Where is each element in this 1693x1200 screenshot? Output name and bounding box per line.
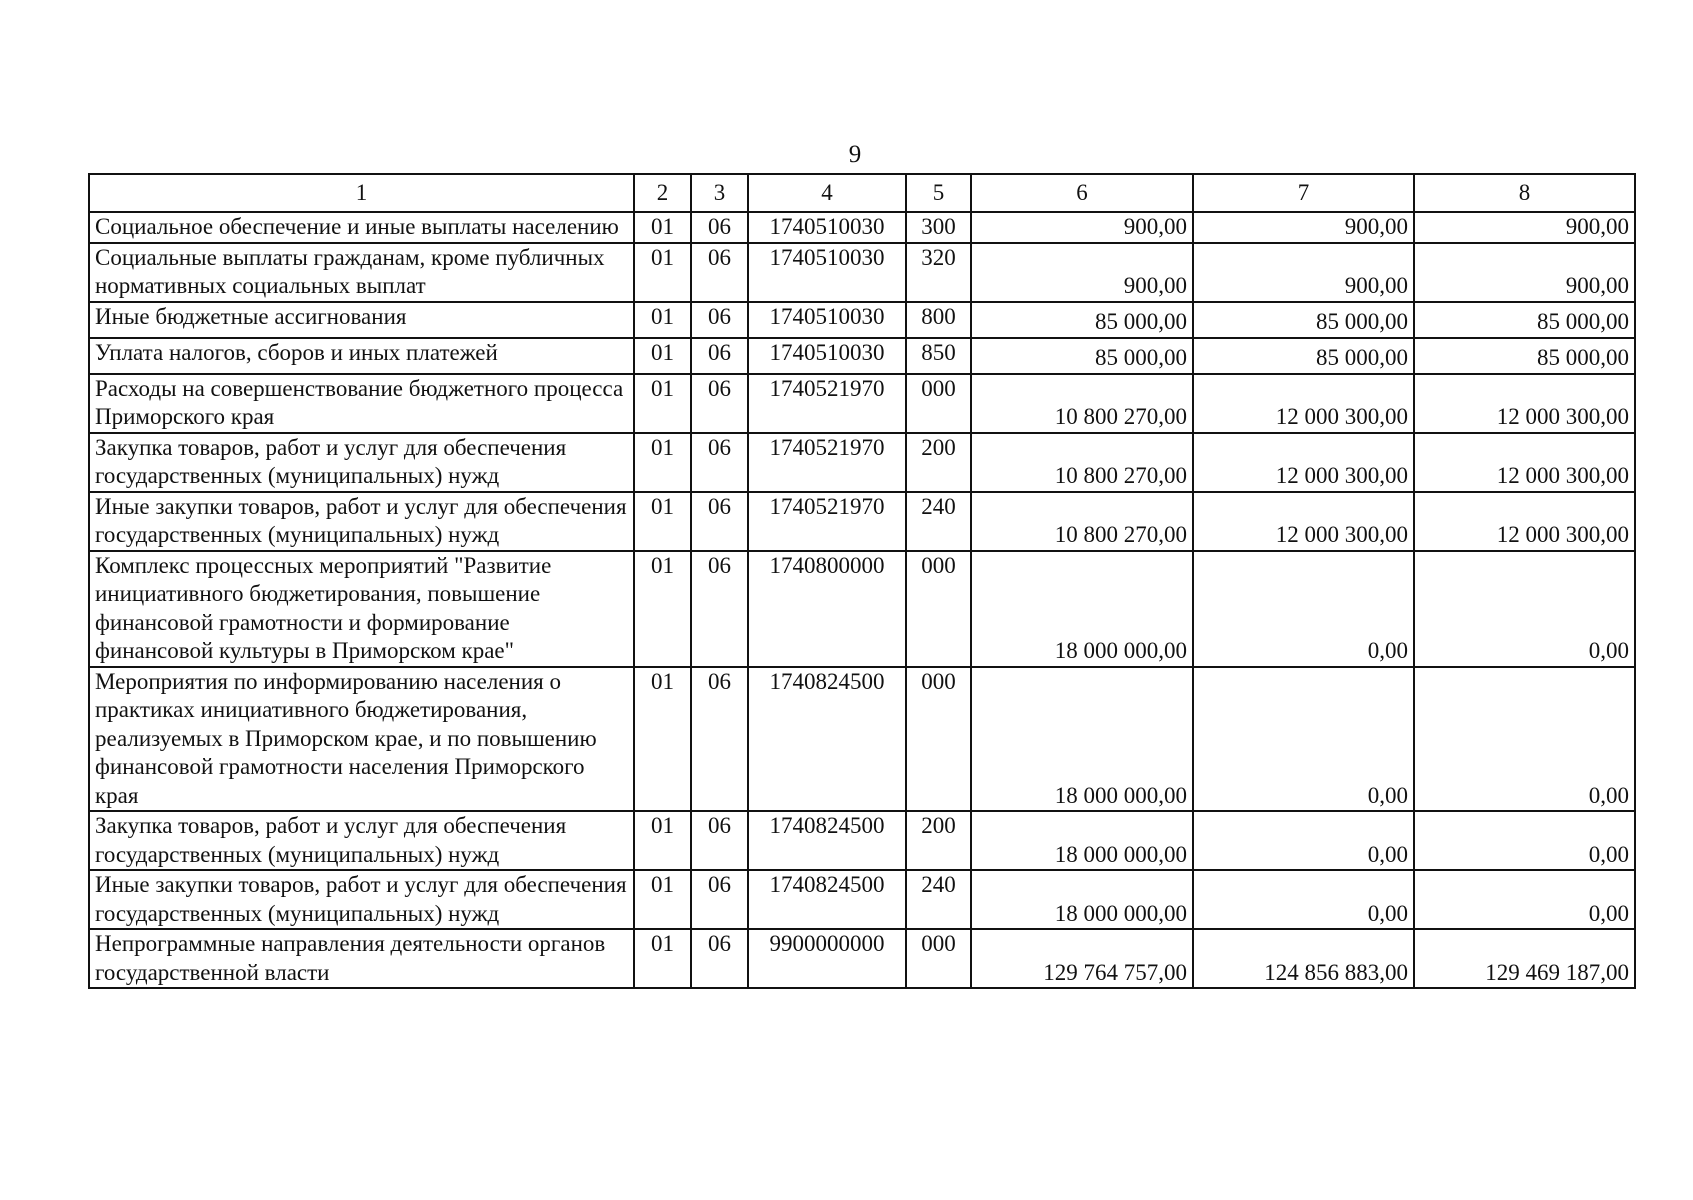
target-article-code: 1740510030 <box>748 212 906 243</box>
subsection-code: 06 <box>691 302 748 338</box>
table-row <box>89 811 1635 870</box>
target-article-code: 1740521970 <box>748 374 906 433</box>
amount-col-7: 12 000 300,00 <box>1193 492 1414 551</box>
amount-col-8: 0,00 <box>1414 811 1635 870</box>
table-row <box>89 929 1635 988</box>
amount-col-6: 85 000,00 <box>971 302 1193 338</box>
target-article-code: 1740824500 <box>748 667 906 812</box>
expense-type-code: 000 <box>906 551 971 667</box>
table-row <box>89 492 1635 551</box>
amount-col-8: 0,00 <box>1414 870 1635 929</box>
section-code: 01 <box>634 492 691 551</box>
expense-type-code: 300 <box>906 212 971 243</box>
expense-type-code: 240 <box>906 492 971 551</box>
amount-col-6: 900,00 <box>971 243 1193 302</box>
row-name: Иные закупки товаров, работ и услуг для обеспечения государственных (муниципальных) нужд <box>89 492 634 551</box>
expense-type-code: 320 <box>906 243 971 302</box>
expense-type-code: 000 <box>906 929 971 988</box>
table-row <box>89 870 1635 929</box>
target-article-code: 1740510030 <box>748 243 906 302</box>
row-name: Мероприятия по информированию населения о практиках инициативного бюджетирования, реализуемых в Приморском крае, и по повышению финансовой грамотности населения Приморского края <box>89 667 634 812</box>
column-header-1: 1 <box>89 174 634 212</box>
target-article-code: 1740521970 <box>748 492 906 551</box>
subsection-code: 06 <box>691 551 748 667</box>
amount-col-7: 0,00 <box>1193 667 1414 812</box>
amount-col-8: 12 000 300,00 <box>1414 433 1635 492</box>
amount-col-6: 18 000 000,00 <box>971 551 1193 667</box>
expense-type-code: 850 <box>906 338 971 374</box>
target-article-code: 1740510030 <box>748 302 906 338</box>
amount-col-7: 124 856 883,00 <box>1193 929 1414 988</box>
row-name: Уплата налогов, сборов и иных платежей <box>89 338 634 374</box>
subsection-code: 06 <box>691 374 748 433</box>
amount-col-8: 0,00 <box>1414 667 1635 812</box>
table-row <box>89 551 1635 667</box>
amount-col-6: 10 800 270,00 <box>971 433 1193 492</box>
amount-col-8: 900,00 <box>1414 212 1635 243</box>
target-article-code: 1740521970 <box>748 433 906 492</box>
column-header-8: 8 <box>1414 174 1635 212</box>
row-name: Закупка товаров, работ и услуг для обеспечения государственных (муниципальных) нужд <box>89 811 634 870</box>
section-code: 01 <box>634 374 691 433</box>
amount-col-6: 18 000 000,00 <box>971 811 1193 870</box>
column-header-3: 3 <box>691 174 748 212</box>
target-article-code: 1740824500 <box>748 811 906 870</box>
expense-type-code: 200 <box>906 811 971 870</box>
amount-col-7: 0,00 <box>1193 551 1414 667</box>
row-name: Иные бюджетные ассигнования <box>89 302 634 338</box>
amount-col-6: 900,00 <box>971 212 1193 243</box>
row-name: Комплекс процессных мероприятий "Развитие инициативного бюджетирования, повышение финансовой грамотности и формирование финансовой культуры в Приморском крае" <box>89 551 634 667</box>
table-row <box>89 667 1635 812</box>
amount-col-8: 85 000,00 <box>1414 302 1635 338</box>
amount-col-6: 10 800 270,00 <box>971 492 1193 551</box>
table-row <box>89 433 1635 492</box>
row-name: Расходы на совершенствование бюджетного процесса Приморского края <box>89 374 634 433</box>
column-header-4: 4 <box>748 174 906 212</box>
amount-col-8: 12 000 300,00 <box>1414 492 1635 551</box>
amount-col-8: 85 000,00 <box>1414 338 1635 374</box>
section-code: 01 <box>634 870 691 929</box>
section-code: 01 <box>634 433 691 492</box>
amount-col-8: 0,00 <box>1414 551 1635 667</box>
section-code: 01 <box>634 551 691 667</box>
subsection-code: 06 <box>691 811 748 870</box>
amount-col-6: 129 764 757,00 <box>971 929 1193 988</box>
subsection-code: 06 <box>691 870 748 929</box>
section-code: 01 <box>634 212 691 243</box>
section-code: 01 <box>634 929 691 988</box>
column-header-6: 6 <box>971 174 1193 212</box>
row-name: Социальное обеспечение и иные выплаты населению <box>89 212 634 243</box>
target-article-code: 9900000000 <box>748 929 906 988</box>
table-row <box>89 243 1635 302</box>
section-code: 01 <box>634 811 691 870</box>
table-row <box>89 374 1635 433</box>
header-row <box>89 174 1635 212</box>
amount-col-6: 85 000,00 <box>971 338 1193 374</box>
amount-col-8: 900,00 <box>1414 243 1635 302</box>
amount-col-7: 900,00 <box>1193 243 1414 302</box>
table-row <box>89 302 1635 338</box>
row-name: Социальные выплаты гражданам, кроме публичных нормативных социальных выплат <box>89 243 634 302</box>
expense-type-code: 000 <box>906 374 971 433</box>
amount-col-7: 900,00 <box>1193 212 1414 243</box>
section-code: 01 <box>634 243 691 302</box>
expense-type-code: 000 <box>906 667 971 812</box>
expense-type-code: 200 <box>906 433 971 492</box>
page-number: 9 <box>848 141 862 168</box>
subsection-code: 06 <box>691 243 748 302</box>
row-name: Иные закупки товаров, работ и услуг для обеспечения государственных (муниципальных) нужд <box>89 870 634 929</box>
budget-table <box>88 173 1636 989</box>
amount-col-8: 129 469 187,00 <box>1414 929 1635 988</box>
section-code: 01 <box>634 302 691 338</box>
expense-type-code: 800 <box>906 302 971 338</box>
target-article-code: 1740824500 <box>748 870 906 929</box>
amount-col-7: 85 000,00 <box>1193 338 1414 374</box>
subsection-code: 06 <box>691 667 748 812</box>
amount-col-7: 12 000 300,00 <box>1193 433 1414 492</box>
amount-col-6: 18 000 000,00 <box>971 870 1193 929</box>
column-header-5: 5 <box>906 174 971 212</box>
expense-type-code: 240 <box>906 870 971 929</box>
amount-col-6: 10 800 270,00 <box>971 374 1193 433</box>
target-article-code: 1740510030 <box>748 338 906 374</box>
amount-col-7: 12 000 300,00 <box>1193 374 1414 433</box>
amount-col-7: 85 000,00 <box>1193 302 1414 338</box>
section-code: 01 <box>634 338 691 374</box>
row-name: Непрограммные направления деятельности органов государственной власти <box>89 929 634 988</box>
column-header-2: 2 <box>634 174 691 212</box>
table-row <box>89 212 1635 243</box>
section-code: 01 <box>634 667 691 812</box>
table-row <box>89 338 1635 374</box>
amount-col-6: 18 000 000,00 <box>971 667 1193 812</box>
subsection-code: 06 <box>691 433 748 492</box>
target-article-code: 1740800000 <box>748 551 906 667</box>
amount-col-7: 0,00 <box>1193 811 1414 870</box>
amount-col-7: 0,00 <box>1193 870 1414 929</box>
column-header-7: 7 <box>1193 174 1414 212</box>
subsection-code: 06 <box>691 492 748 551</box>
row-name: Закупка товаров, работ и услуг для обеспечения государственных (муниципальных) нужд <box>89 433 634 492</box>
amount-col-8: 12 000 300,00 <box>1414 374 1635 433</box>
subsection-code: 06 <box>691 212 748 243</box>
subsection-code: 06 <box>691 929 748 988</box>
subsection-code: 06 <box>691 338 748 374</box>
